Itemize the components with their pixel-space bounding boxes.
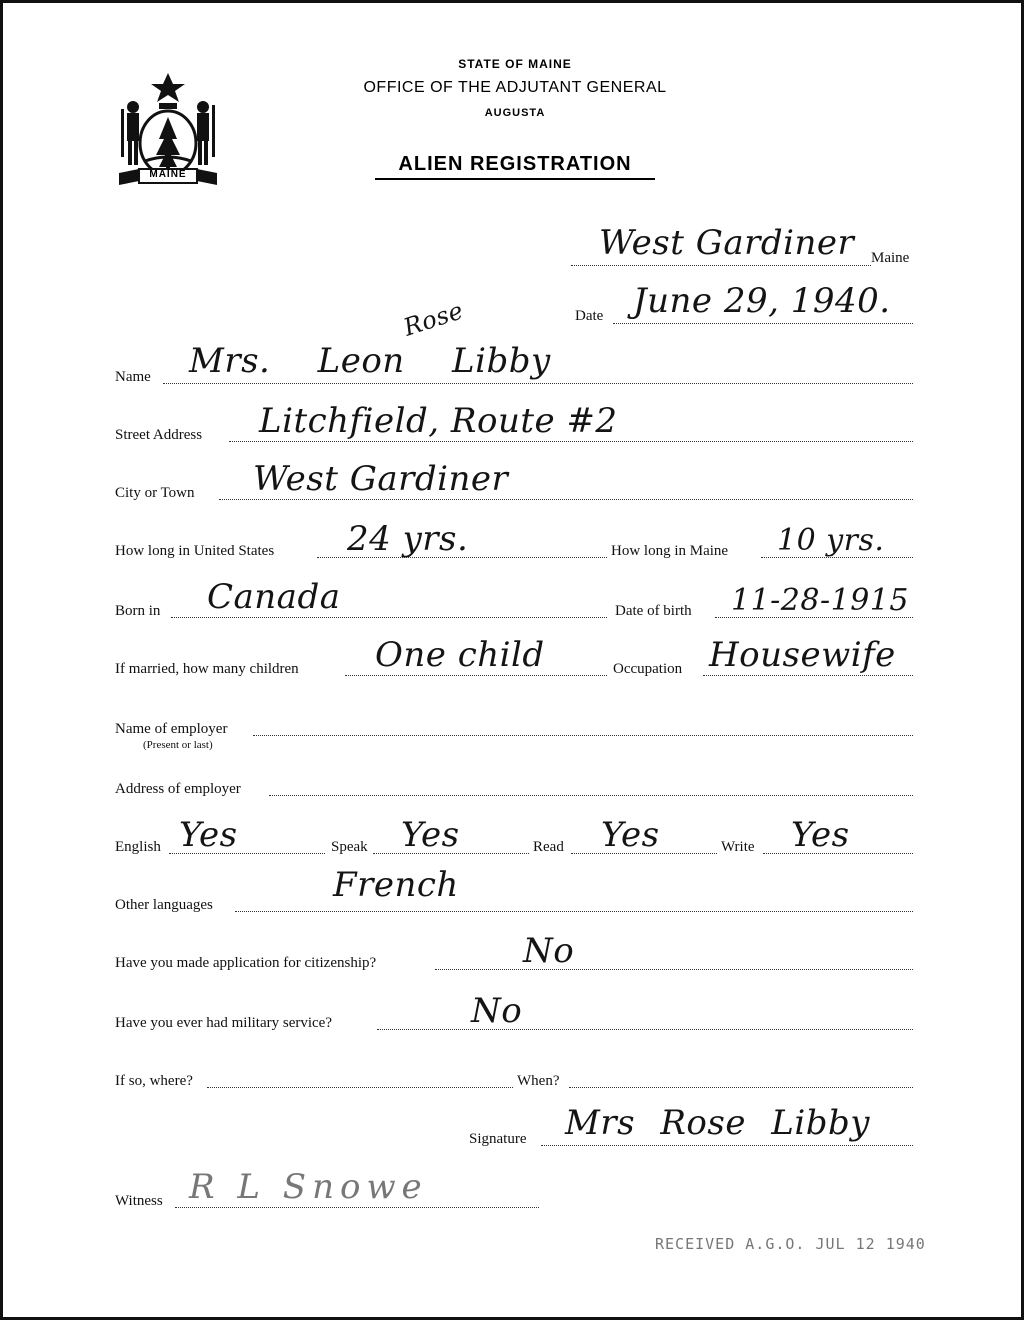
english-value: Yes — [179, 815, 238, 855]
other-languages-label: Other languages — [115, 897, 213, 913]
write-label: Write — [721, 839, 755, 855]
us-duration-value: 24 yrs. — [347, 519, 469, 559]
maine-duration-label: How long in Maine — [611, 543, 729, 559]
speak-value: Yes — [401, 815, 460, 855]
place-value: West Gardiner — [599, 223, 855, 263]
maine-duration-value: 10 yrs. — [777, 523, 885, 558]
street-value: Litchfield, Route #2 — [259, 401, 618, 441]
dob-label: Date of birth — [615, 603, 692, 619]
employer-address-label: Address of employer — [115, 781, 241, 797]
received-stamp: RECEIVED A.G.O. JUL 12 1940 — [655, 1235, 926, 1253]
us-duration-label: How long in United States — [115, 543, 275, 559]
children-label: If married, how many children — [115, 661, 299, 677]
street-label: Street Address — [115, 427, 203, 443]
born-label: Born in — [115, 603, 161, 619]
signature-value: Mrs Rose Libby — [565, 1103, 870, 1143]
military-value: No — [471, 991, 523, 1031]
military-label: Have you ever had military service? — [115, 1015, 332, 1031]
date-label: Date — [575, 308, 604, 324]
name-insertion: Rose — [400, 296, 467, 342]
occupation-label: Occupation — [613, 661, 683, 677]
witness-value: R L Snowe — [189, 1167, 428, 1207]
name-value: Mrs. Leon Libby — [189, 341, 551, 381]
signature-label: Signature — [469, 1131, 527, 1147]
where-label: If so, where? — [115, 1073, 193, 1089]
read-value: Yes — [601, 815, 660, 855]
employer-name-label: Name of employer — [115, 721, 228, 737]
header-office: OFFICE OF THE ADJUTANT GENERAL — [363, 79, 667, 96]
occupation-value: Housewife — [709, 635, 896, 675]
dob-value: 11-28-1915 — [731, 583, 909, 618]
seal-banner-text: MAINE — [149, 169, 187, 180]
witness-label: Witness — [115, 1193, 163, 1209]
speak-label: Speak — [331, 839, 368, 855]
employer-name-sublabel: (Present or last) — [143, 739, 213, 751]
citizenship-value: No — [523, 931, 575, 971]
header-state: STATE OF MAINE — [458, 57, 572, 71]
place-label: Maine — [871, 250, 910, 266]
name-label: Name — [115, 369, 151, 385]
english-label: English — [115, 839, 161, 855]
children-value: One child — [375, 635, 545, 675]
when-label: When? — [517, 1073, 560, 1089]
form-title: ALIEN REGISTRATION — [375, 153, 655, 180]
write-value: Yes — [791, 815, 850, 855]
born-value: Canada — [207, 577, 341, 617]
read-label: Read — [533, 839, 564, 855]
header-city: AUGUSTA — [484, 107, 546, 119]
other-languages-value: French — [333, 865, 459, 905]
date-value: June 29, 1940. — [633, 281, 891, 321]
city-label: City or Town — [115, 485, 195, 501]
citizenship-label: Have you made application for citizenship? — [115, 955, 377, 971]
city-value: West Gardiner — [253, 459, 509, 499]
